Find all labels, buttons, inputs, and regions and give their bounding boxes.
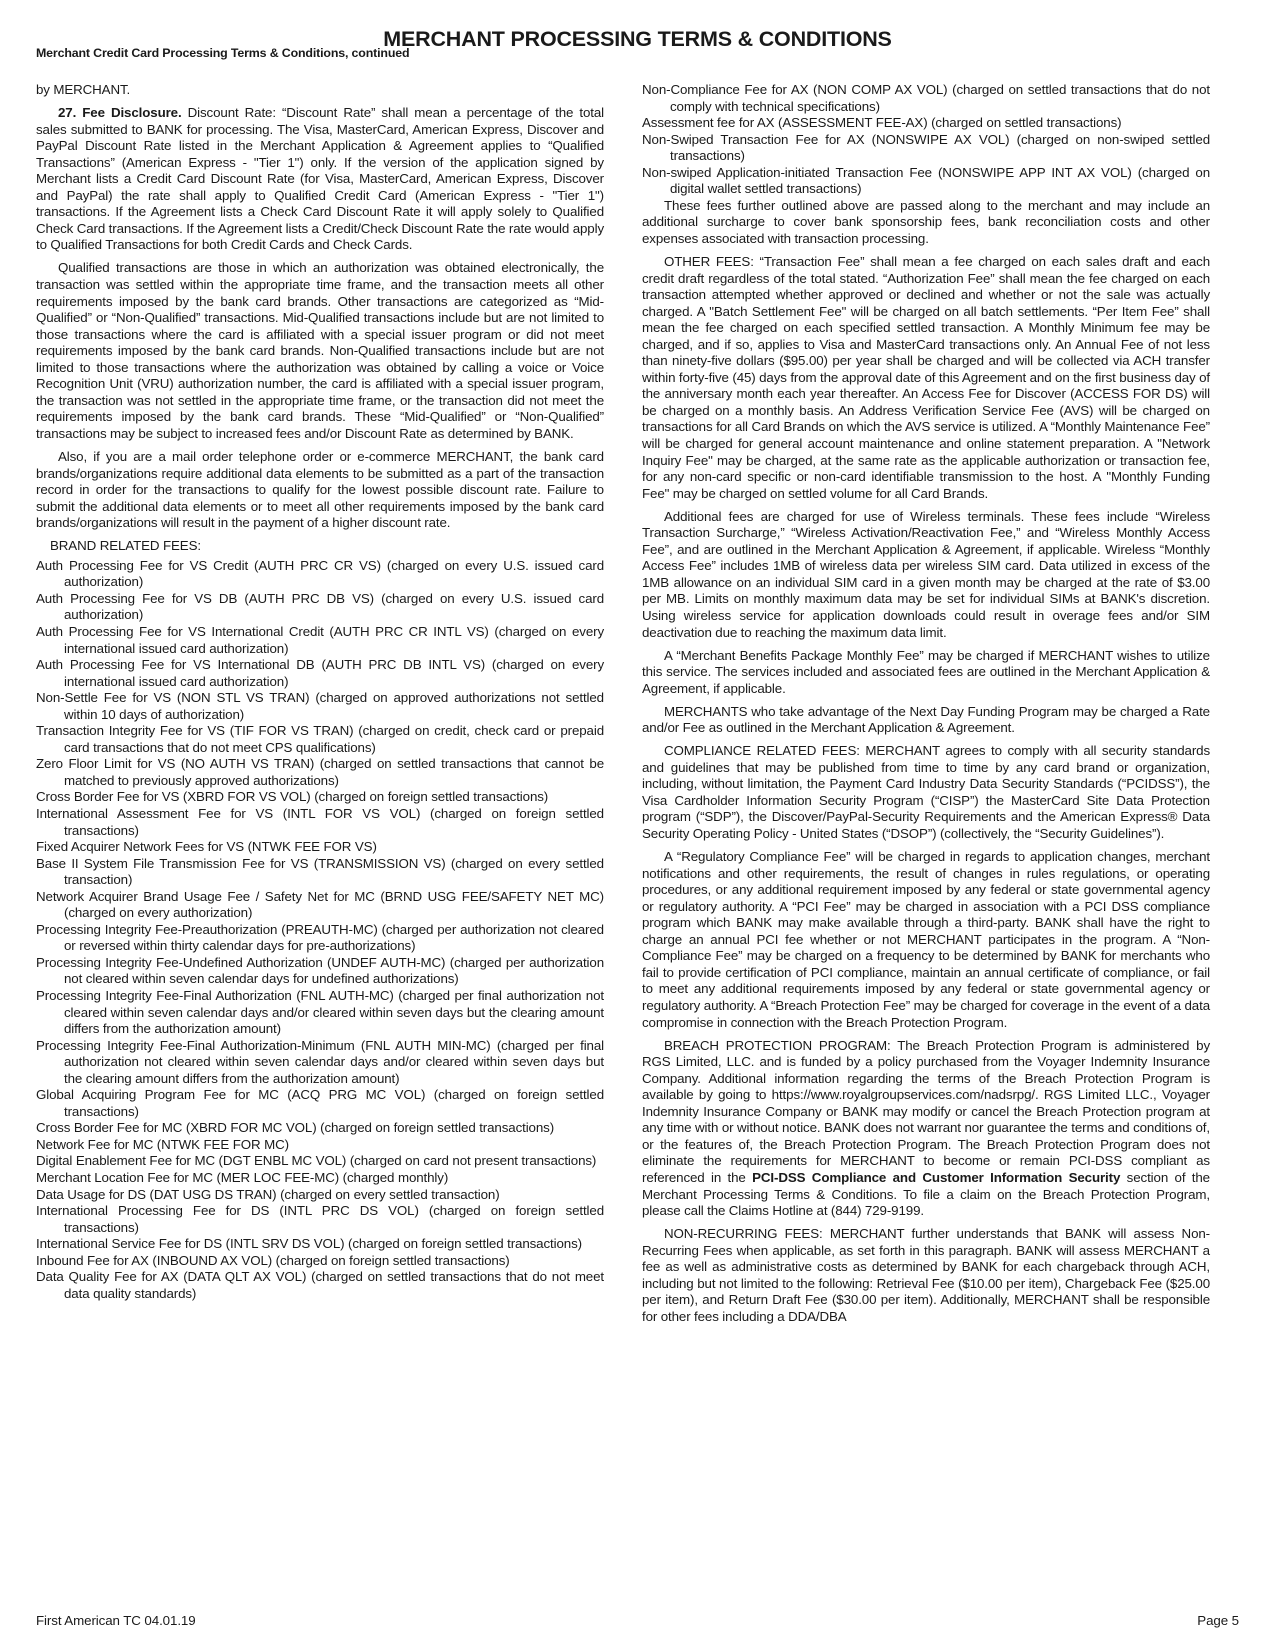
fee-list-item: Network Acquirer Brand Usage Fee / Safety Net for MC (BRND USG FEE/SAFETY NET MC) (charged on every authorization)	[36, 888, 604, 921]
fee-list-item: Data Usage for DS (DAT USG DS TRAN) (charged on every settled transaction)	[36, 1186, 500, 1202]
brand-related-fees-heading: BRAND RELATED FEES:	[50, 538, 201, 554]
fee-list-item: Auth Processing Fee for VS DB (AUTH PRC DB VS) (charged on every U.S. issued card authorization)	[36, 590, 604, 623]
fee-list-item: Fixed Acquirer Network Fees for VS (NTWK FEE FOR VS)	[36, 839, 377, 855]
fee-list-item: Non-Settle Fee for VS (NON STL VS TRAN) (charged on approved authorizations not settled within 10 days of authorization)	[36, 690, 604, 722]
paragraph-merchant-benefits-package: A “Merchant Benefits Package Monthly Fee” may be charged if MERCHANT wishes to utilize this service. The services included and associated fees are outlined in the Merchant Application & Agreement, if applicable.	[642, 647, 1210, 696]
paragraph-compliance-related-fees: COMPLIANCE RELATED FEES: MERCHANT agrees to comply with all security standards and guidelines that may be published from time to time by any card brand or organization, including, without limitation, the Payment Card Industry Data Security Standards (“PCIDSS”), the Visa Cardholder Information Security Program (“CISP”) the MasterCard Site Data Protection program (“SDP”), the Discover/PayPal-Security Requirements and the American Express® Data Security Operating Policy - United States (“DSOP”) (collectively, the “Security Guidelines”).	[642, 743, 1210, 842]
paragraph-passed-along: These fees further outlined above are passed along to the merchant and may include an additional surcharge to cover bank sponsorship fees, bank reconciliation costs and other expenses associated with transaction processing.	[642, 197, 1210, 246]
page-footer	[36, 1613, 1239, 1628]
fee-list-item: Zero Floor Limit for VS (NO AUTH VS TRAN) (charged on settled transactions that cannot be matched to previously approved authorizations)	[36, 756, 604, 788]
page-subtitle: Merchant Credit Card Processing Terms & Conditions, continued	[36, 46, 410, 60]
fee-list-item: Auth Processing Fee for VS International Credit (AUTH PRC CR INTL VS) (charged on every international issued card authorization)	[36, 623, 604, 656]
right-column	[642, 82, 1210, 1332]
fee-list-item: Network Fee for MC (NTWK FEE FOR MC)	[36, 1136, 289, 1152]
paragraph-non-recurring-fees: NON-RECURRING FEES: MERCHANT further understands that BANK will assess Non-Recurring Fees when applicable, as set forth in this paragraph. BANK will assess MERCHANT a fee as well as administrative costs as determined by BANK for each chargeback through ACH, including but not limited to the following: Retrieval Fee ($10.00 per item), Chargeback Fee ($25.00 per item), and Return Draft Fee ($30.00 per item). Additionally, MERCHANT shall be responsible for other fees including a DDA/DBA	[642, 1226, 1210, 1324]
paragraph-next-day-funding: MERCHANTS who take advantage of the Next Day Funding Program may be charged a Rate and/or Fee as outlined in the Merchant Application & Agreement.	[642, 703, 1210, 736]
footer-page-number: Page 5	[1197, 1613, 1239, 1628]
page-header	[0, 0, 1275, 62]
fee-list-item: Merchant Location Fee for MC (MER LOC FEE-MC) (charged monthly)	[36, 1170, 449, 1185]
fee-list-item: Assessment fee for AX (ASSESSMENT FEE-AX) (charged on settled transactions)	[642, 115, 1122, 131]
continuation-line: by MERCHANT.	[36, 82, 131, 97]
fee-list-item: Processing Integrity Fee-Final Authorization (FNL AUTH-MC) (charged per final authorization not cleared within seven calendar days and/or cleared within seven days but the clearing amount differs from the authorization amount)	[36, 987, 604, 1037]
page-title: MERCHANT PROCESSING TERMS & CONDITIONS	[383, 27, 892, 51]
fee-list-item: Processing Integrity Fee-Final Authorization-Minimum (FNL AUTH MIN-MC) (charged per final authorization not cleared within seven calendar days and/or cleared within seven days but the clearing amount differs from the authorization amount)	[36, 1037, 604, 1086]
fee-list-item: Transaction Integrity Fee for VS (TIF FOR VS TRAN) (charged on credit, check card or prepaid card transactions that do not meet CPS qualifications)	[36, 723, 604, 755]
breach-text-part-two: section of the Merchant Processing Terms & Conditions. To file a claim on the Breach Protection Program, please call the Claims Hotline at (844) 729-9199.	[642, 1169, 1210, 1219]
brand-related-fees-list	[36, 558, 604, 1303]
fee-list-item: Base II System File Transmission Fee for VS (TRANSMISSION VS) (charged on every settled transaction)	[36, 855, 604, 888]
fee-list-item: International Processing Fee for DS (INTL PRC DS VOL) (charged on foreign settled transactions)	[36, 1203, 604, 1235]
fee-list-item: Auth Processing Fee for VS International DB (AUTH PRC DB INTL VS) (charged on every international issued card authorization)	[36, 657, 604, 689]
fee-list-item: Global Acquiring Program Fee for MC (ACQ PRG MC VOL) (charged on foreign settled transactions)	[36, 1087, 604, 1119]
fee-list-item: International Service Fee for DS (INTL SRV DS VOL) (charged on foreign settled transactions)	[36, 1236, 582, 1252]
section-27-number: 27.	[58, 105, 77, 121]
paragraph-mail-order: Also, if you are a mail order telephone order or e-commerce MERCHANT, the bank card brands/organizations require additional data elements to be submitted as a part of the transaction record in order for the transactions to qualify for the lowest possible discount rate. Failure to submit the additional data elements or to meet all other requirements imposed by the bank card brands/organizations will result in the payment of a higher discount rate.	[36, 448, 604, 531]
fee-list-item: Inbound Fee for AX (INBOUND AX VOL) (charged on foreign settled transactions)	[36, 1252, 510, 1268]
fee-list-item: International Assessment Fee for VS (INTL FOR VS VOL) (charged on foreign settled transactions)	[36, 805, 604, 838]
fee-list-item: Data Quality Fee for AX (DATA QLT AX VOL) (charged on settled transactions that do not meet data quality standards)	[36, 1269, 604, 1301]
fee-list-item: Processing Integrity Fee-Preauthorization (PREAUTH-MC) (charged per authorization not cleared or reversed within thirty calendar days for pre-authorizations)	[36, 921, 604, 954]
fee-list-item: Non-swiped Application-initiated Transaction Fee (NONSWIPE APP INT AX VOL) (charged on digital wallet settled transactions)	[642, 164, 1210, 197]
fee-list-item: Non-Compliance Fee for AX (NON COMP AX VOL) (charged on settled transactions that do not comply with technical specifications)	[642, 82, 1210, 114]
section-27-body: Discount Rate: “Discount Rate” shall mean a percentage of the total sales submitted to BANK for processing. The Visa, MasterCard, American Express, Discover and PayPal Discount Rate listed in the Merchant Application & Agreement applies to “Qualified Transactions” (American Express - "Tier 1") only. If the version of the application signed by Merchant lists a Credit Card Discount Rate (for Visa, MasterCard, American Express, Discover and PayPal) the rate shall apply to Qualified Credit Card (American Express - "Tier 1") transactions. If the Agreement lists a Check Card Discount Rate it will apply solely to Qualified Check Card transactions. If the Agreement lists a Credit/Check Discount Rate the rate would apply to Qualified Transactions for both Credit Cards and Check Cards.	[36, 105, 604, 253]
breach-text-part-one: BREACH PROTECTION PROGRAM: The Breach Protection Program is administered by RGS Limited, LLC. and is funded by a policy purchased from the Voyager Indemnity Insurance Company. Additional information regarding the terms of the Breach Protection Program is available by going to https://www.royalgroupservices.com/nadsrpg/. RGS Limited LLC., Voyager Indemnity Insurance Company or BANK may modify or cancel the Breach Protection program at any time with or without notice. BANK does not warrant nor guarantee the terms and conditions of, or the features of, the Breach Protection Program. The Breach Protection Program does not eliminate the requirements for MERCHANT to become or remain PCI-DSS compliant as referenced in the	[642, 1037, 1210, 1185]
paragraph-breach-protection-program	[642, 1038, 1210, 1220]
fee-list-item: Cross Border Fee for VS (XBRD FOR VS VOL) (charged on foreign settled transactions)	[36, 789, 549, 805]
left-column	[36, 82, 604, 1332]
fee-list-item: Auth Processing Fee for VS Credit (AUTH PRC CR VS) (charged on every U.S. issued card authorization)	[36, 557, 604, 590]
two-column-body	[36, 82, 1241, 1332]
paragraph-wireless-fees: Additional fees are charged for use of Wireless terminals. These fees include “Wireless Transaction Surcharge,” “Wireless Activation/Reactivation Fee,” and “Wireless Monthly Access Fee”, and are outlined in the Merchant Application & Agreement, if applicable. Wireless “Monthly Access Fee” includes 1MB of wireless data per wireless SIM card. Data utilized in excess of the 1MB allowance on an individual SIM card in a given month may be charged at the rate of $3.00 per MB. Limits on monthly maximum data may be set for individual SIMs at BANK's discretion. Using wireless service for application downloads could result in overage fees and/or SIM deactivation due to reaching the maximum data limit.	[642, 508, 1210, 640]
section-27-title: Fee Disclosure.	[82, 105, 182, 121]
fee-list-item: Digital Enablement Fee for MC (DGT ENBL MC VOL) (charged on card not present transactions)	[36, 1153, 597, 1169]
brand-related-fees-list-continued	[642, 82, 1210, 198]
fee-list-item: Processing Integrity Fee-Undefined Authorization (UNDEF AUTH-MC) (charged per authorization not cleared within seven calendar days for undefined authorizations)	[36, 954, 604, 987]
footer-document-code: First American TC 04.01.19	[36, 1613, 196, 1628]
breach-bold-reference: PCI-DSS Compliance and Customer Information Security	[752, 1169, 1121, 1185]
fee-list-item: Cross Border Fee for MC (XBRD FOR MC VOL) (charged on foreign settled transactions)	[36, 1120, 555, 1136]
section-27-fee-disclosure	[36, 105, 604, 254]
fee-list-item: Non-Swiped Transaction Fee for AX (NONSWIPE AX VOL) (charged on non-swiped settled transactions)	[642, 131, 1210, 164]
paragraph-other-fees: OTHER FEES: “Transaction Fee” shall mean a fee charged on each sales draft and each credit draft regardless of the total stated. “Authorization Fee” shall mean the fee charged on each transaction attempted whether approved or declined and whether or not the sale was actually charged. A "Batch Settlement Fee" will be charged on all batch settlements. “Per Item Fee” shall mean the fee charged on each specified settled transaction. A Monthly Minimum fee may be charged, and if so, applies to Visa and MasterCard transactions only. An Annual Fee of not less than ninety-five dollars ($95.00) per year shall be charged and will be collected via ACH transfer within forty-five (45) days from the approval date of this Agreement and on the first business day of the anniversary month each year thereafter. An Access Fee for Discover (ACCESS FOR DS) will be charged on a monthly basis. An Address Verification Service Fee (AVS) will be charged on transactions for all Card Brands on which the AVS service is utilized. A “Monthly Maintenance Fee” will be charged for general account maintenance and online statement preparation. A "Network Inquiry Fee" may be charged, at the same rate as the applicable authorization or transaction fee, for any non-card specific or non-card identifiable transmission to the host. A "Monthly Funding Fee" may be charged on settled volume for all Card Brands.	[642, 253, 1210, 501]
paragraph-qualified-transactions: Qualified transactions are those in which an authorization was obtained electronically, the transaction was settled within the appropriate time frame, and the transaction meets all other requirements imposed by the bank card brands. Other transactions are categorized as “Mid-Qualified” or “Non-Qualified” transactions. Mid-Qualified transactions include but are not limited to those transactions where the card is affiliated with a special issuer program or did not meet requirements imposed by the bank card brands. Non-Qualified transactions include but are not limited to those transactions where the authorization was obtained by calling a voice or Voice Recognition Unit (VRU) authorization number, the card is affiliated with a special issuer program, the transaction was not settled in the appropriate time frame, or the transaction did not meet the requirements imposed by the bank card brands. These “Mid-Qualified” or “Non-Qualified” transactions may be subject to increased fees and/or Discount Rate as determined by BANK.	[36, 260, 604, 441]
paragraph-regulatory-compliance-fee: A “Regulatory Compliance Fee” will be charged in regards to application changes, merchant notifications and other requirements, the result of changes in rules regulations, or operating procedures, or any additional requirement imposed by any federal or state governmental agency or regulatory authority. A “PCI Fee” may be charged in association with a PCI DSS compliance program which BANK may make available through a third-party. BANK shall have the right to charge an annual PCI fee whether or not MERCHANT participates in the program. A “Non-Compliance Fee” may be charged on a frequency to be determined by BANK for merchants who fail to provide certification of PCI compliance, maintain an annual certificate of compliance, or fail to meet any additional requirements imposed by any federal or state governmental agency or regulatory authority. A “Breach Protection Fee” may be charged for coverage in the event of a data compromise in connection with the Breach Protection Program.	[642, 849, 1210, 1030]
